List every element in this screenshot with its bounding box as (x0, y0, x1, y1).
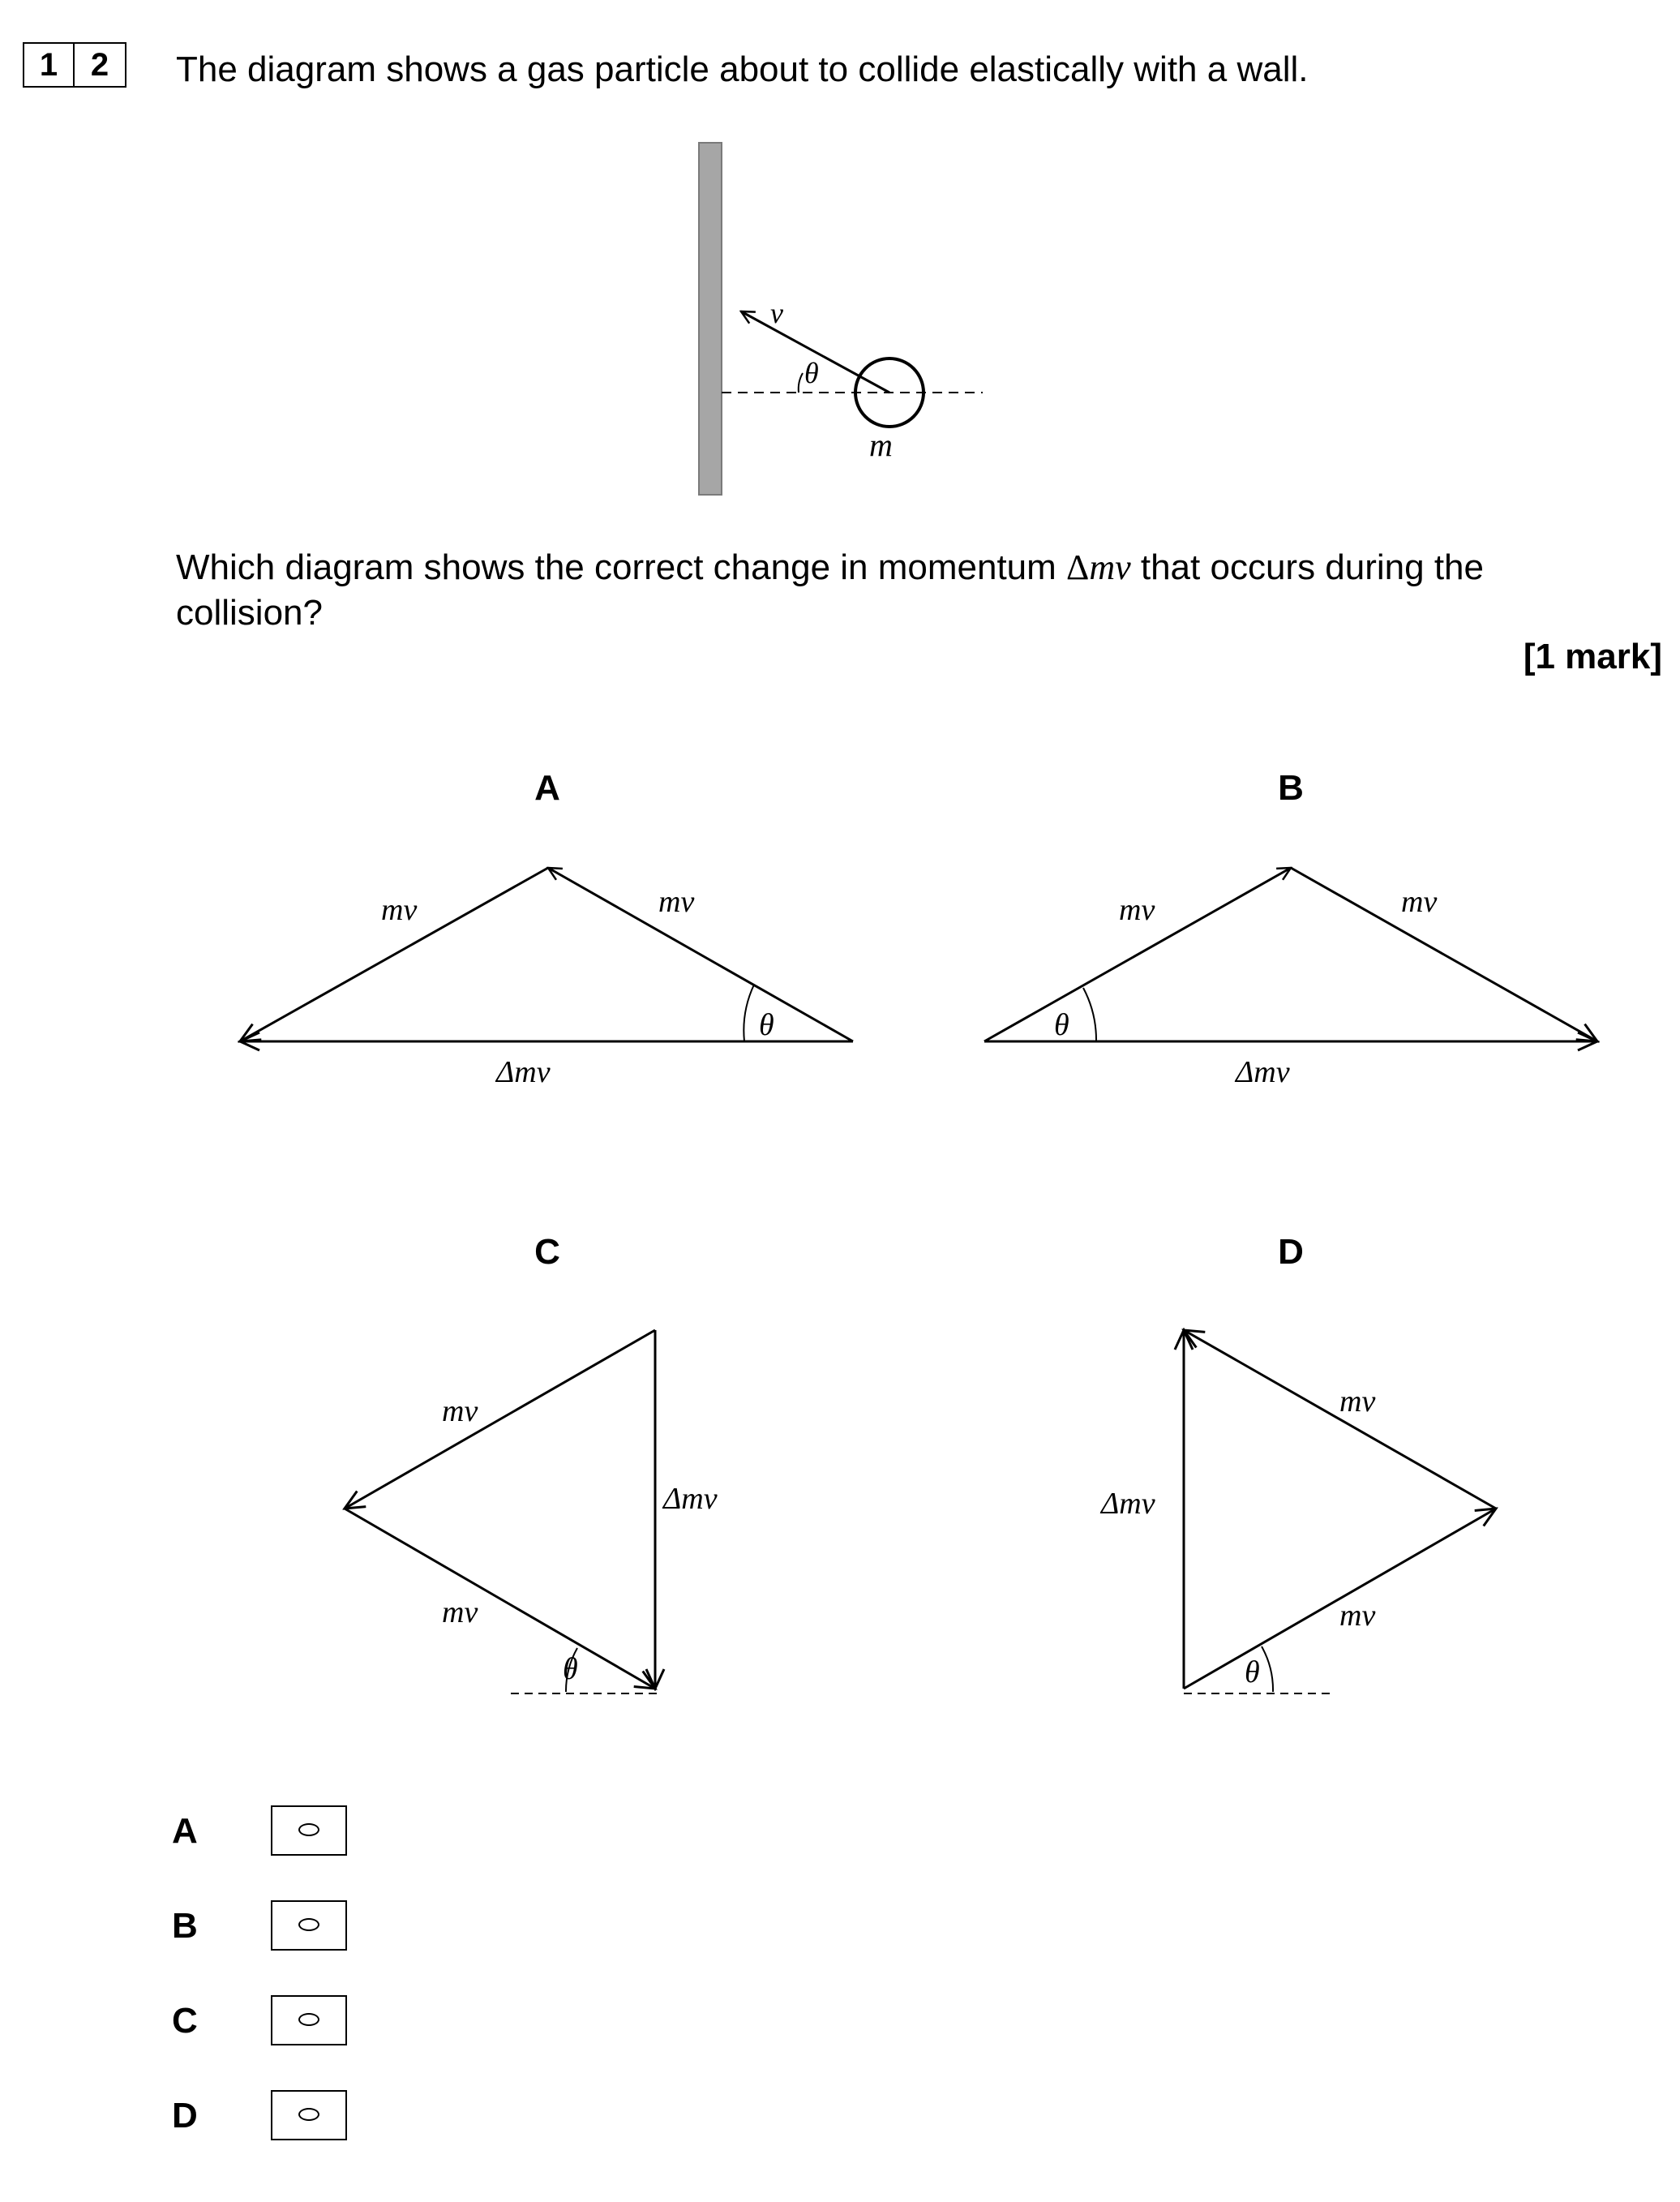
mass-label: m (869, 427, 893, 463)
diagram-d-mv-bottom-label: mv (1339, 1599, 1376, 1633)
question-text-before: Which diagram shows the correct change in momentum (176, 547, 1067, 587)
diagram-a-title: A (534, 768, 560, 808)
diagram-b-title: B (1278, 768, 1304, 808)
choice-b-letter: B (172, 1906, 198, 1946)
diagram-b-dmv-label: Δmv (1236, 1055, 1290, 1089)
diagram-a-mv-left-label: mv (381, 893, 418, 927)
question-momentum-symbol: mv (1089, 547, 1131, 587)
choice-c-letter: C (172, 2001, 198, 2041)
choice-d-checkbox[interactable] (271, 2090, 347, 2140)
diagram-d-angle-arc (1262, 1646, 1273, 1692)
diagram-d-theta-label: θ (1245, 1655, 1260, 1689)
choice-a-letter: A (172, 1811, 198, 1851)
wall (699, 143, 722, 495)
diagram-a-mv-right-label: mv (658, 885, 695, 919)
diagram-c-mv-bottom-arrow (345, 1509, 655, 1689)
diagram-a-angle-arc (744, 985, 754, 1041)
wall-particle-figure (699, 143, 983, 495)
choice-c-checkbox[interactable] (271, 1995, 347, 2045)
question-text-after: that occurs during the collision? (176, 547, 1484, 633)
diagram-c-mv-bottom-label: mv (442, 1595, 478, 1629)
question-stem: The diagram shows a gas particle about to collide elastically with a wall. (176, 49, 1309, 89)
diagram-c (345, 1232, 718, 1693)
question-number-digit-2: 2 (75, 42, 126, 88)
diagram-b-mv-right-label: mv (1401, 885, 1438, 919)
diagram-b-mv-left-label: mv (1119, 893, 1155, 927)
diagram-c-mv-top-arrow (345, 1330, 655, 1509)
diagram-c-title: C (534, 1232, 560, 1272)
question-number-digit-1: 1 (23, 42, 75, 88)
diagram-c-dmv-label: Δmv (663, 1482, 718, 1516)
diagram-b-angle-arc (1083, 988, 1096, 1041)
diagram-a-mv-right-arrow (548, 868, 853, 1041)
diagram-b (984, 768, 1597, 1089)
diagram-b-mv-right-arrow (1291, 868, 1597, 1041)
diagram-a-dmv-label: Δmv (496, 1055, 551, 1089)
diagram-a-theta-label: θ (759, 1008, 774, 1042)
diagram-d-dmv-label: Δmv (1101, 1487, 1155, 1521)
marks-label: [1 mark] (1523, 637, 1662, 676)
diagram-a (240, 768, 853, 1089)
angle-arc (799, 373, 803, 393)
choice-a-checkbox[interactable] (271, 1805, 347, 1856)
choice-b-checkbox[interactable] (271, 1900, 347, 1951)
choice-b-oval-icon (298, 1918, 319, 1931)
diagram-b-theta-label: θ (1054, 1008, 1069, 1042)
diagram-d-title: D (1278, 1232, 1304, 1272)
diagram-d (1099, 1232, 1496, 1693)
diagram-d-mv-top-label: mv (1339, 1384, 1376, 1419)
question-delta-symbol: Δ (1066, 547, 1090, 587)
angle-label: θ (804, 357, 819, 389)
velocity-label: v (770, 297, 783, 329)
diagram-d-mv-top-arrow (1184, 1330, 1496, 1509)
diagram-c-theta-label: θ (563, 1652, 578, 1686)
choice-d-oval-icon (298, 2108, 319, 2121)
choice-d-letter: D (172, 2096, 198, 2135)
choice-a-oval-icon (298, 1823, 319, 1836)
choice-c-oval-icon (298, 2013, 319, 2026)
diagram-c-mv-top-label: mv (442, 1394, 478, 1428)
